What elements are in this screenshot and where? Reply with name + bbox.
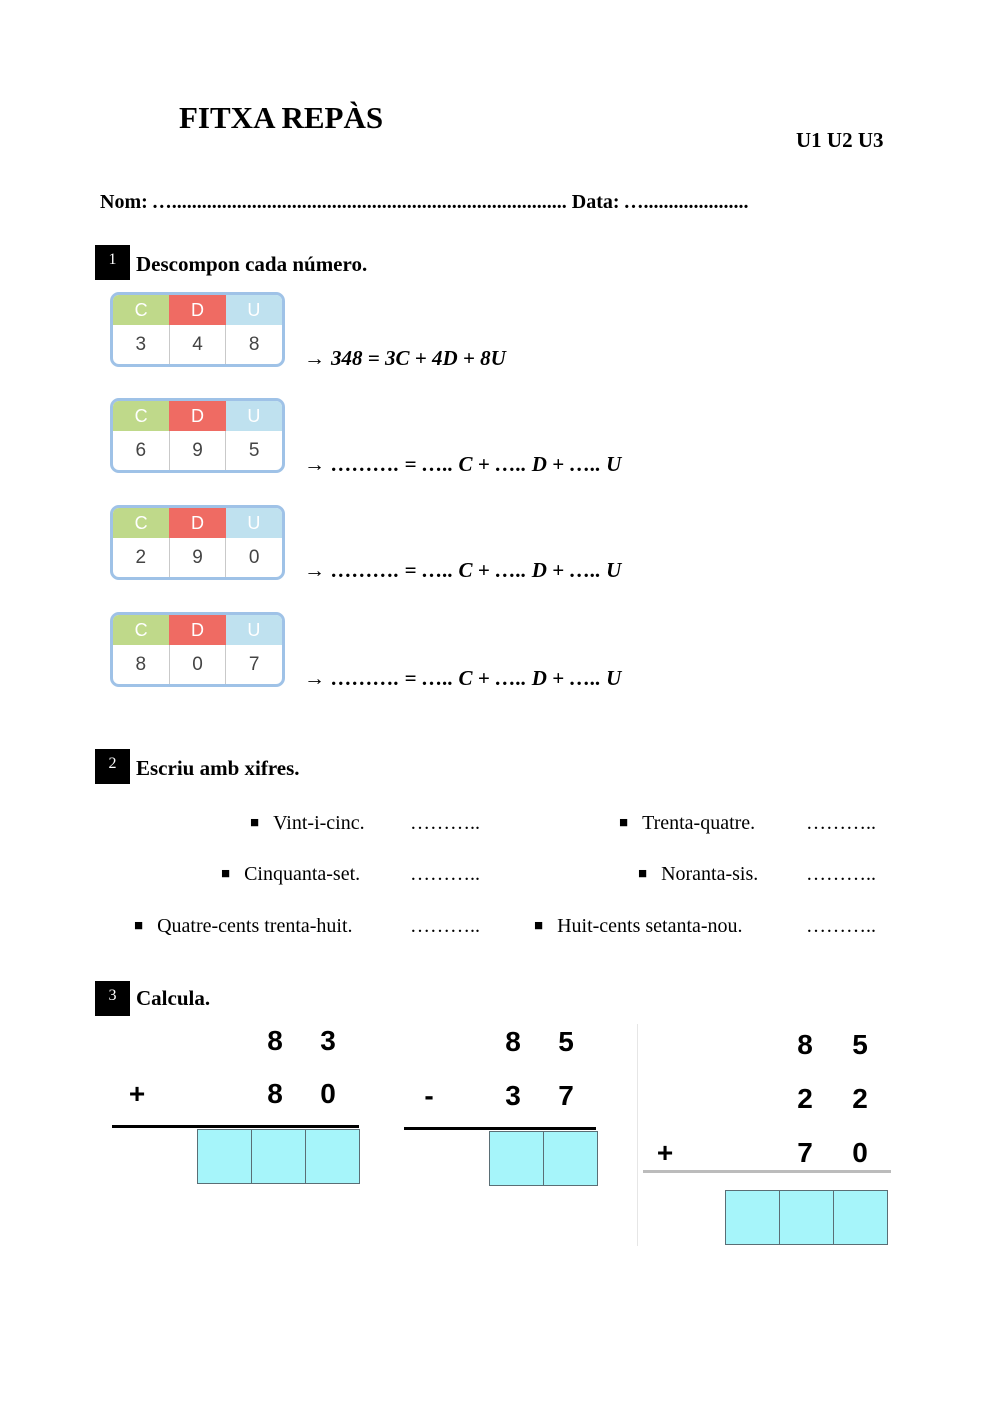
hundreds-digit: 8 xyxy=(135,654,147,675)
bullet-icon: ■ xyxy=(619,815,629,831)
section-3-title: Calcula. xyxy=(136,986,211,1010)
date-label: Data: xyxy=(571,191,620,213)
section-3-number: 3 xyxy=(95,981,130,1016)
number-word: Trenta-quatre. xyxy=(642,812,756,834)
answer-blank[interactable]: ……….. xyxy=(806,863,876,885)
hundreds-header: C xyxy=(113,401,169,431)
answer-box[interactable] xyxy=(779,1190,834,1245)
answer-blank[interactable]: ……….. xyxy=(410,915,480,937)
number-word: Quatre-cents trenta-huit. xyxy=(157,915,353,937)
answer-box[interactable] xyxy=(725,1190,780,1245)
units-header: U xyxy=(226,615,282,645)
bullet-icon: ■ xyxy=(250,815,260,831)
section-1-title: Descompon cada número. xyxy=(136,252,368,276)
number-word-item xyxy=(619,812,755,835)
answer-box[interactable] xyxy=(833,1190,888,1245)
plus-sign: + xyxy=(656,1137,674,1168)
name-field[interactable]: …............................................................................... xyxy=(151,191,567,213)
tens-digit: 0 xyxy=(169,645,226,684)
hundreds-digit: 6 xyxy=(135,440,147,461)
tens-digit: 4 xyxy=(169,325,226,364)
date-field[interactable]: …..................... xyxy=(623,191,749,213)
operand-digit: 3 xyxy=(320,1025,336,1056)
place-value-table xyxy=(110,292,285,367)
sum-line xyxy=(112,1125,359,1128)
bullet-icon: ■ xyxy=(134,918,144,934)
tens-header: D xyxy=(169,401,225,431)
answer-box[interactable] xyxy=(543,1131,598,1186)
operand-digit: 7 xyxy=(558,1080,574,1111)
place-value-table xyxy=(110,612,285,687)
answer-boxes xyxy=(489,1131,598,1186)
number-word: Cinquanta-set. xyxy=(244,863,361,885)
hundreds-header: C xyxy=(113,295,169,325)
operand-digit: 5 xyxy=(558,1026,574,1057)
hundreds-header: C xyxy=(113,508,169,538)
sum-line xyxy=(643,1170,891,1173)
units-header: U xyxy=(226,401,282,431)
operand-digit: 8 xyxy=(797,1029,813,1060)
hundreds-digit: 2 xyxy=(135,547,147,568)
decomposition-expression: 348 = 3C + 4D + 8U xyxy=(331,346,506,370)
tens-header: D xyxy=(169,615,225,645)
tens-header: D xyxy=(169,508,225,538)
answer-box[interactable] xyxy=(305,1129,360,1184)
operand-digit: 0 xyxy=(320,1078,336,1109)
units-header: U xyxy=(226,295,282,325)
number-word: Noranta-sis. xyxy=(661,863,759,885)
number-word-item xyxy=(221,863,360,886)
number-word: Vint-i-cinc. xyxy=(273,812,365,834)
operand-digit: 8 xyxy=(267,1025,283,1056)
answer-blank[interactable]: ……….. xyxy=(806,915,876,937)
bullet-icon: ■ xyxy=(638,866,648,882)
decomposition-blank[interactable] xyxy=(304,452,621,477)
column-divider xyxy=(637,1024,638,1246)
units-header: U xyxy=(226,508,282,538)
arrow-icon: → xyxy=(304,666,325,690)
arrow-icon: → xyxy=(304,452,325,476)
bullet-icon: ■ xyxy=(221,866,231,882)
operand-digit: 8 xyxy=(505,1026,521,1057)
units-label: U1 U2 U3 xyxy=(796,128,884,152)
decomposition-example xyxy=(304,346,506,371)
name-date-line xyxy=(100,191,749,214)
decomposition-expression[interactable]: ………. = ….. C + ….. D + ….. U xyxy=(331,558,622,582)
number-word-item xyxy=(638,863,758,886)
number-word-item xyxy=(134,915,353,938)
hundreds-digit: 3 xyxy=(135,334,147,355)
tens-header: D xyxy=(169,295,225,325)
answer-blank[interactable]: ……….. xyxy=(410,863,480,885)
decomposition-expression[interactable]: ………. = ….. C + ….. D + ….. U xyxy=(331,666,622,690)
tens-digit: 9 xyxy=(169,431,226,470)
place-value-table xyxy=(110,398,285,473)
section-2-title: Escriu amb xifres. xyxy=(136,756,300,780)
number-word-item xyxy=(250,812,365,835)
decomposition-blank[interactable] xyxy=(304,666,621,691)
answer-box[interactable] xyxy=(251,1129,306,1184)
answer-box[interactable] xyxy=(489,1131,544,1186)
plus-sign: + xyxy=(128,1078,146,1109)
answer-blank[interactable]: ……….. xyxy=(410,812,480,834)
operand-digit: 5 xyxy=(852,1029,868,1060)
operand-digit: 3 xyxy=(505,1080,521,1111)
section-1-number: 1 xyxy=(95,245,130,280)
operand-digit: 7 xyxy=(797,1137,813,1168)
arrow-icon: → xyxy=(304,346,325,370)
tens-digit: 9 xyxy=(169,538,226,577)
units-digit: 0 xyxy=(225,538,282,577)
units-digit: 5 xyxy=(225,431,282,470)
section-2-number: 2 xyxy=(95,749,130,784)
name-label: Nom: xyxy=(100,191,148,213)
answer-box[interactable] xyxy=(197,1129,252,1184)
operand-digit: 2 xyxy=(852,1083,868,1114)
number-word: Huit-cents setanta-nou. xyxy=(557,915,743,937)
decomposition-expression[interactable]: ………. = ….. C + ….. D + ….. U xyxy=(331,452,622,476)
arrow-icon: → xyxy=(304,558,325,582)
hundreds-header: C xyxy=(113,615,169,645)
difference-line xyxy=(404,1127,596,1130)
minus-sign: - xyxy=(424,1080,434,1111)
operand-digit: 2 xyxy=(797,1083,813,1114)
operand-digit: 0 xyxy=(852,1137,868,1168)
units-digit: 8 xyxy=(225,325,282,364)
number-word-item xyxy=(534,915,743,938)
operand-digit: 8 xyxy=(267,1078,283,1109)
answer-boxes xyxy=(725,1190,888,1245)
answer-blank[interactable]: ……….. xyxy=(806,812,876,834)
answer-boxes xyxy=(197,1129,360,1184)
page-title: FITXA REPÀS xyxy=(179,100,384,135)
decomposition-blank[interactable] xyxy=(304,558,621,583)
place-value-table xyxy=(110,505,285,580)
units-digit: 7 xyxy=(225,645,282,684)
bullet-icon: ■ xyxy=(534,918,544,934)
